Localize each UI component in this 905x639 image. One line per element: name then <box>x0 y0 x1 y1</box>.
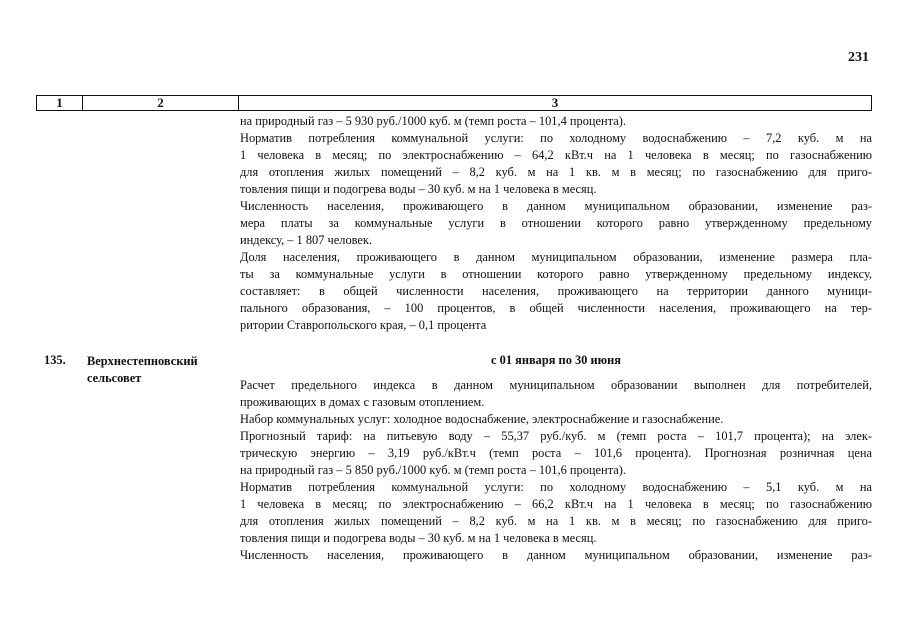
text-line: для отопления жилых помещений – 8,2 куб. м на 1 кв. м в месяц; по газоснабжению для приго- <box>240 514 872 528</box>
column-3-header: 3 <box>551 95 559 110</box>
text-line: ритории Ставропольского края, – 0,1 процента <box>240 318 487 332</box>
text-line: на природный газ – 5 930 руб./1000 куб. м (темп роста – 101,4 процента). <box>240 114 626 128</box>
municipality-name <box>87 353 237 387</box>
text-line: индексу, – 1 807 человек. <box>240 233 373 247</box>
text-line: товления пищи и подогрева воды – 30 куб. м на 1 человека в месяц. <box>240 182 597 196</box>
column-2-header: 2 <box>83 96 239 110</box>
text-line: пального образования, – 100 процентов, в общей численности населения, проживающего на тер- <box>240 301 872 315</box>
text-line: Набор коммунальных услуг: холодное водоснабжение, электроснабжение и газоснабжение. <box>240 412 724 426</box>
column-1-header: 1 <box>37 96 83 110</box>
text-line: Численность населения, проживающего в данном муниципальном образовании, изменение раз- <box>240 548 872 562</box>
municipality-name-line: сельсовет <box>87 371 142 385</box>
text-line: проживающих в домах с газовым отоплением. <box>240 395 485 409</box>
text-line: Доля населения, проживающего в данном муниципальном образовании, изменение размера пла- <box>240 250 872 264</box>
text-line: ты за коммунальные услуги в отношении которого равно утвержденному предельному индексу, <box>240 267 872 281</box>
text-line: Норматив потребления коммунальной услуги: по холодному водоснабжению – 7,2 куб. м на <box>240 131 872 145</box>
entry-135-text <box>240 377 872 564</box>
text-line: Численность населения, проживающего в данном муниципальном образовании, изменение раз- <box>240 199 872 213</box>
text-line: составляет: в общей численности населения, проживающего на территории данного муници- <box>240 284 872 298</box>
previous-entry-text <box>240 113 872 334</box>
text-line: 1 человека в месяц; по электроснабжению – 64,2 кВт.ч на 1 человека в месяц; по газоснабжению <box>240 148 872 162</box>
text-line: для отопления жилых помещений – 8,2 куб. м на 1 кв. м в месяц; по газоснабжению для приго- <box>240 165 872 179</box>
table-column-header <box>36 95 872 111</box>
text-line: на природный газ – 5 850 руб./1000 куб. м (темп роста – 101,6 процента). <box>240 463 626 477</box>
text-line: Прогнозный тариф: на питьевую воду – 55,37 руб./куб. м (темп роста – 101,7 процента); на элек- <box>240 429 872 443</box>
period-heading: с 01 января по 30 июня <box>491 353 621 367</box>
text-line: Норматив потребления коммунальной услуги: по холодному водоснабжению – 5,1 куб. м на <box>240 480 872 494</box>
text-line: Расчет предельного индекса в данном муниципальном образовании выполнен для потребителей, <box>240 378 872 392</box>
text-line: товления пищи и подогрева воды – 30 куб. м на 1 человека в месяц. <box>240 531 597 545</box>
municipality-name-line: Верхнестепновский <box>87 354 198 368</box>
row-number: 135. <box>44 353 66 367</box>
text-line: 1 человека в месяц; по электроснабжению – 66,2 кВт.ч на 1 человека в месяц; по газоснабжению <box>240 497 872 511</box>
page-number: 231 <box>848 50 869 65</box>
text-line: трическую энергию – 3,19 руб./кВт.ч (темп роста – 101,6 процента). Прогнозная розничная цена <box>240 446 872 460</box>
text-line: мера платы за коммунальные услуги в отношении которого равно утвержденному предельному <box>240 216 872 230</box>
